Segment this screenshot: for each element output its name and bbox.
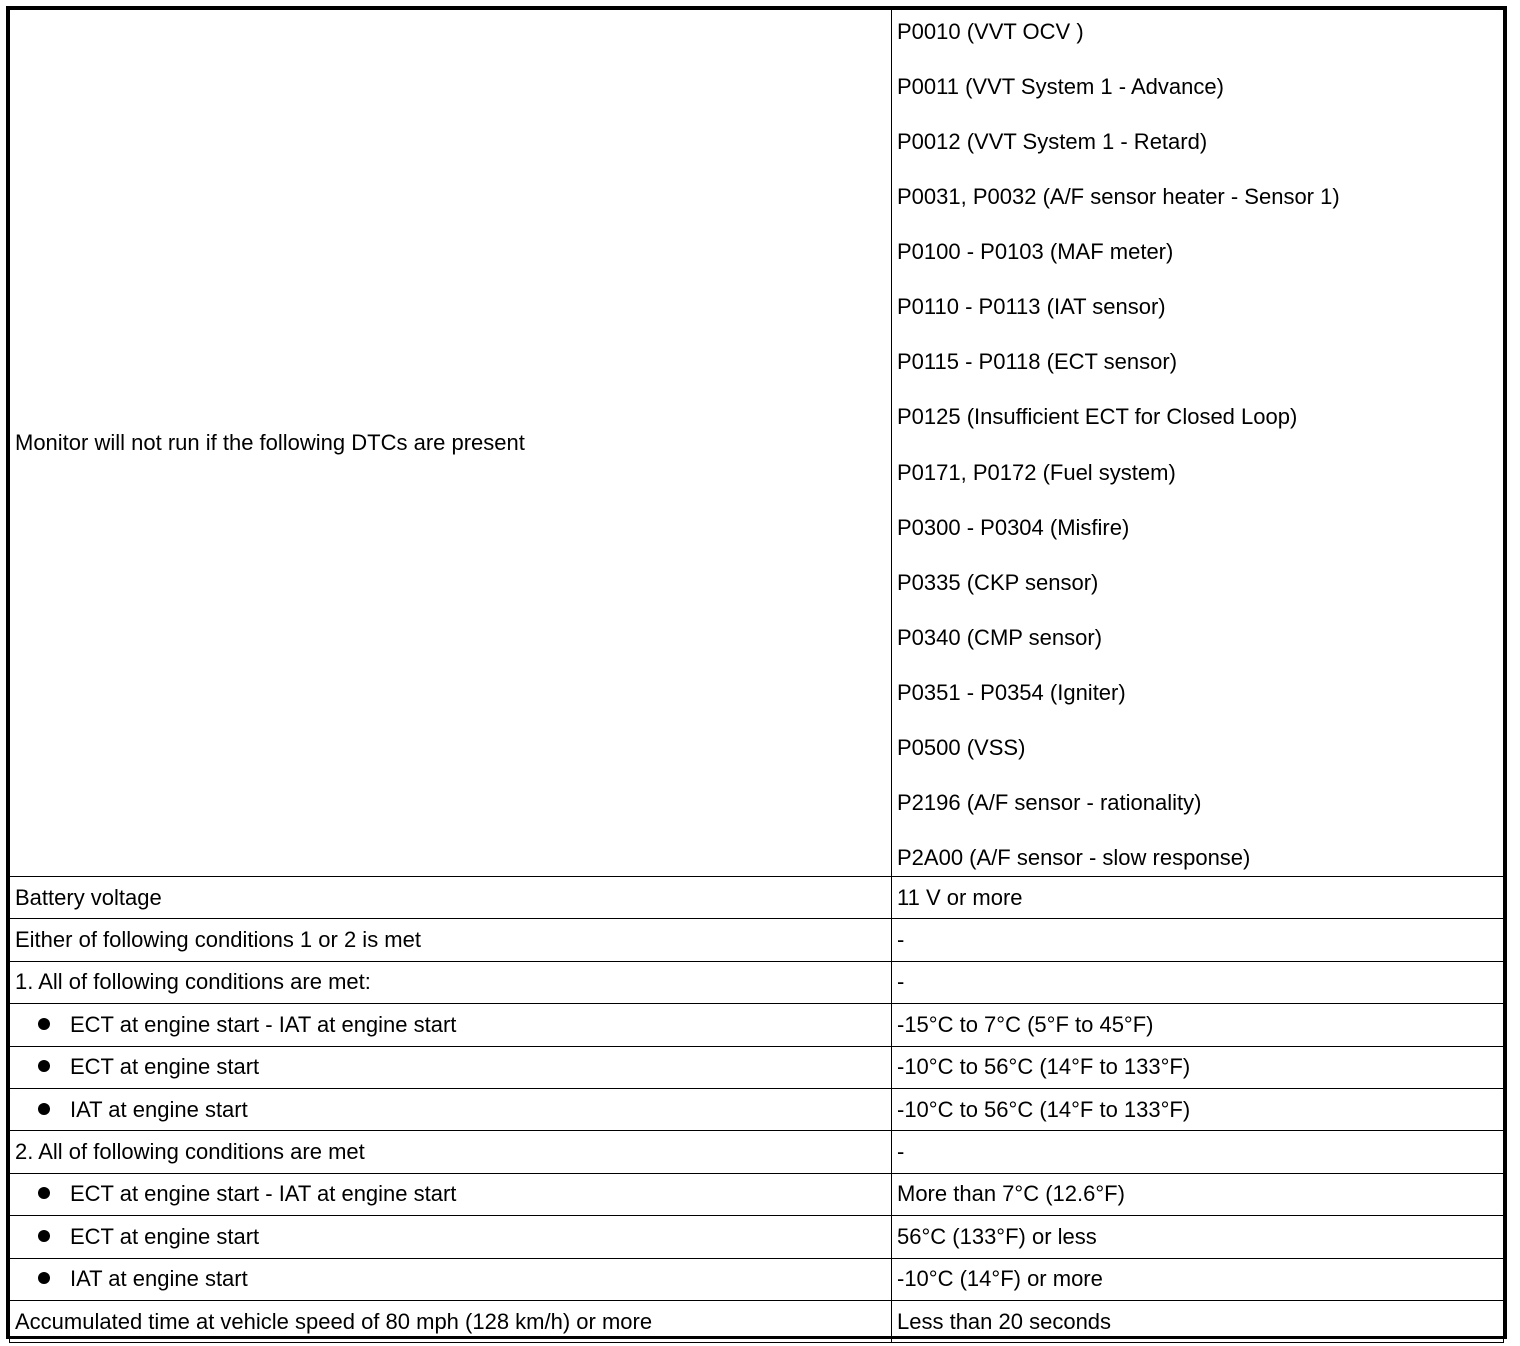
dtc-item: P2196 (A/F sensor - rationality) (897, 789, 1202, 815)
condition-value: -10°C to 56°C (14°F to 133°F) (892, 1088, 1504, 1130)
bullet-icon (38, 1103, 50, 1115)
table-row (10, 919, 1504, 961)
dtc-list-cell (892, 10, 1504, 877)
table-row (10, 1258, 1504, 1300)
condition-label: 2. All of following conditions are met (15, 1138, 365, 1164)
dtc-item: P0031, P0032 (A/F sensor heater - Sensor 1) (897, 184, 1340, 210)
condition-label-cell (10, 919, 892, 961)
condition-label-cell (10, 1004, 892, 1046)
dtc-item: P0100 - P0103 (MAF meter) (897, 239, 1174, 265)
condition-label: ECT at engine start - IAT at engine start (70, 1181, 457, 1207)
condition-label: ECT at engine start (70, 1223, 260, 1249)
dtc-item: P0500 (VSS) (897, 734, 1026, 760)
condition-label-cell (10, 1300, 892, 1342)
table-row (10, 1216, 1504, 1258)
condition-value: - (892, 961, 1504, 1003)
dtc-item: P0300 - P0304 (Misfire) (897, 514, 1130, 540)
condition-value: 11 V or more (892, 877, 1504, 919)
condition-label-cell (10, 1216, 892, 1258)
table-row (10, 961, 1504, 1003)
condition-label-cell (10, 1173, 892, 1215)
condition-label: ECT at engine start (70, 1054, 260, 1080)
condition-value: - (892, 1131, 1504, 1173)
dtc-item: P0012 (VVT System 1 - Retard) (897, 129, 1208, 155)
dtc-list (897, 10, 1498, 876)
dtc-item: P2A00 (A/F sensor - slow response) (897, 844, 1251, 870)
condition-value: -15°C to 7°C (5°F to 45°F) (892, 1004, 1504, 1046)
condition-label-cell (10, 877, 892, 919)
condition-value: More than 7°C (12.6°F) (892, 1173, 1504, 1215)
condition-value: -10°C (14°F) or more (892, 1258, 1504, 1300)
table-row (10, 877, 1504, 919)
dtc-item: P0110 - P0113 (IAT sensor) (897, 294, 1166, 320)
dtc-item: P0171, P0172 (Fuel system) (897, 459, 1176, 485)
condition-label: Accumulated time at vehicle speed of 80 mph (128 km/h) or more (15, 1308, 653, 1334)
condition-value: 56°C (133°F) or less (892, 1216, 1504, 1258)
condition-label: IAT at engine start (70, 1266, 248, 1292)
condition-value: -10°C to 56°C (14°F to 133°F) (892, 1046, 1504, 1088)
dtc-item: P0011 (VVT System 1 - Advance) (897, 74, 1224, 100)
condition-label: 1. All of following conditions are met: (15, 969, 371, 995)
bullet-icon (38, 1187, 50, 1199)
dtc-row-label: Monitor will not run if the following DTCs are present (10, 10, 892, 877)
condition-label-cell (10, 1046, 892, 1088)
dtc-row (10, 10, 1504, 877)
table-row (10, 1173, 1504, 1215)
table-row (10, 1300, 1504, 1342)
table-row (10, 1004, 1504, 1046)
table-row (10, 1046, 1504, 1088)
condition-label-cell (10, 1258, 892, 1300)
monitor-conditions-table (9, 9, 1504, 1343)
dtc-item: P0115 - P0118 (ECT sensor) (897, 349, 1178, 375)
conditions-table-frame (6, 6, 1507, 1339)
table-row (10, 1088, 1504, 1130)
dtc-item: P0340 (CMP sensor) (897, 624, 1103, 650)
bullet-icon (38, 1230, 50, 1242)
condition-label-cell (10, 1088, 892, 1130)
dtc-item: P0335 (CKP sensor) (897, 569, 1099, 595)
bullet-icon (38, 1272, 50, 1284)
condition-label-cell (10, 961, 892, 1003)
bullet-icon (38, 1060, 50, 1072)
condition-label: IAT at engine start (70, 1096, 248, 1122)
bullet-icon (38, 1018, 50, 1030)
condition-label: Battery voltage (15, 884, 162, 910)
condition-label-cell (10, 1131, 892, 1173)
condition-label: Either of following conditions 1 or 2 is met (15, 926, 421, 952)
table-row (10, 1131, 1504, 1173)
condition-value: - (892, 919, 1504, 961)
condition-value: Less than 20 seconds (892, 1300, 1504, 1342)
condition-label: ECT at engine start - IAT at engine start (70, 1011, 457, 1037)
dtc-item: P0351 - P0354 (Igniter) (897, 679, 1126, 705)
dtc-item: P0010 (VVT OCV ) (897, 19, 1084, 44)
dtc-item: P0125 (Insufficient ECT for Closed Loop) (897, 404, 1298, 430)
